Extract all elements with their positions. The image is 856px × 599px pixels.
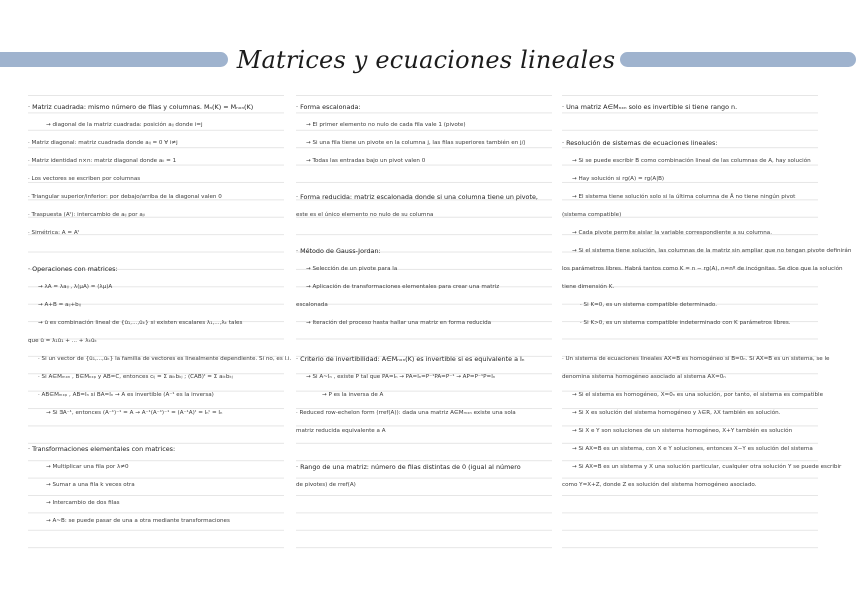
note-line: → El primer elemento no nulo de cada fila vale 1 (pivote) — [306, 122, 466, 128]
note-line: → Todas las entradas bajo un pivot valen 0 — [306, 158, 426, 164]
page-title: Matrices y ecuaciones lineales — [236, 46, 616, 74]
note-line: tiene dimensión K. — [562, 284, 615, 290]
note-line: · Método de Gauss-Jordan: — [296, 247, 381, 255]
note-line: → Si se puede escribir B como combinación lineal de las columnas de A, hay solución — [572, 158, 811, 164]
note-line: → El sistema tiene solución solo si la última columna de Ā no tiene ningún pivot — [572, 194, 796, 200]
note-line: · Si A∈Mₘₓₙ , B∈Mₙₓₚ y AB=C, entonces cᵢⱼ = Σ aᵢₖbₖⱼ ; (CAB)ᵗ = Σ aᵢₖbₖⱼ — [38, 374, 233, 380]
note-line: · Simétrica: A = Aᵗ — [28, 230, 80, 236]
note-line: · AB∈Mₘₓₚ , AB=Iₙ si BA=Iₙ → A es invertible (A⁻¹ es la inversa) — [38, 392, 214, 398]
note-line: → λA = λaᵢⱼ , λ(μA) = (λμ)A — [38, 284, 113, 290]
note-line: · Matriz identidad n×n: matriz diagonal donde aᵢᵢ = 1 — [28, 158, 177, 164]
decorative-bar-left — [0, 52, 228, 67]
note-line: → Si el sistema es homogéneo, X=0ₙ es una solución, por tanto, el sistema es compatible — [572, 392, 824, 398]
note-line: (sistema compatible) — [562, 212, 622, 218]
note-line: → P es la inversa de A — [322, 392, 384, 398]
note-line: → Si A~Iₙ , existe P tal que PA=Iₙ → PA=Iₙ=P⁻¹PA=P⁻¹ → AP=P⁻¹P=Iₙ — [306, 374, 496, 380]
note-line: · Resolución de sistemas de ecuaciones lineales: — [562, 139, 718, 147]
note-line: como Y=X+Z, donde Z es solución del sistema homogéneo asociado. — [562, 482, 757, 488]
note-line: → Si AX=B es un sistema y X una solución particular, cualquier otra solución Y se puede escribir — [572, 464, 842, 470]
note-line: matriz reducida equivalente a A — [296, 428, 386, 434]
note-line: · Reduced row-echelon form (rref(A)): dada una matriz A∈Mₘₓₙ existe una sola — [296, 410, 516, 416]
note-line: · Matriz diagonal: matriz cuadrada donde aᵢⱼ = 0 ∀ i≠j — [28, 140, 178, 146]
note-line: → ū es combinación lineal de {ū₁,...,ūₖ} si existen escalares λ₁,...,λₖ tales — [38, 320, 243, 326]
note-line: → Si el sistema tiene solución, las columnas de la matriz sin ampliar que no tengan pivote definirán — [572, 248, 852, 254]
note-line: → Iteración del proceso hasta hallar una matriz en forma reducida — [306, 320, 492, 326]
note-line: → Si una fila tiene un pivote en la columna j, las filas superiores también en j/j — [306, 140, 526, 146]
note-line: · Triangular superior/inferior: por debajo/arriba de la diagonal valen 0 — [28, 194, 222, 200]
note-line: → Multiplicar una fila por λ≠0 — [46, 464, 129, 470]
notes-column-left — [28, 94, 292, 554]
note-line: · Transformaciones elementales con matrices: — [28, 445, 176, 453]
note-line: los parámetros libres. Habrá tantos como K = n − rg(A), n=nº de incógnitas. Se dice que la solución — [562, 266, 843, 272]
note-line: → A~B: se puede pasar de una a otra mediante transformaciones — [46, 518, 230, 524]
note-line: → Intercambio de dos filas — [46, 500, 120, 506]
note-line: → Si AX=B es un sistema, con X e Y soluciones, entonces X−Y es solución del sistema — [572, 446, 813, 452]
note-line: → Hay solución si rg(A) = rg(A|B) — [572, 176, 665, 182]
note-line: · Forma reducida: matriz escalonada donde si una columna tiene un pivote, — [296, 193, 538, 201]
note-line: → diagonal de la matriz cuadrada: posición aᵢⱼ donde i=j — [46, 122, 203, 128]
notes-column-middle — [296, 94, 552, 554]
note-line: → Aplicación de transformaciones elementales para crear una matriz — [306, 284, 500, 290]
note-line: → Si ∃A⁻¹, entonces (A⁻¹)⁻¹ = A → A⁻¹(A⁻¹)⁻¹ = (A⁻¹A)ᵗ = Iₙᵗ = Iₙ — [46, 410, 223, 416]
note-line: → Sumar a una fila k veces otra — [46, 482, 135, 488]
note-line: → Cada pivote permite aislar la variable correspondiente a su columna. — [572, 230, 772, 236]
note-line: · Si K=0, es un sistema compatible determinado. — [580, 302, 718, 308]
note-line: escalonada — [296, 302, 328, 308]
note-line: · Si K>0, es un sistema compatible indeterminado con K parámetros libres. — [580, 320, 791, 326]
note-line: → Selección de un pivote para la — [306, 266, 398, 272]
note-line: denomina sistema homogéneo asociado al sistema AX=0ₙ — [562, 374, 726, 380]
note-line: · Los vectores se escriben por columnas — [28, 176, 141, 182]
notes-column-right — [562, 94, 852, 554]
title-bar — [0, 38, 848, 82]
note-line: · Operaciones con matrices: — [28, 265, 118, 273]
note-line: → Si X e Y son soluciones de un sistema homogéneo, X+Y también es solución — [572, 428, 793, 434]
note-line: de pivotes) de rref(A) — [296, 482, 356, 488]
note-line: · Forma escalonada: — [296, 103, 361, 111]
note-line: → A+B = aᵢⱼ+bᵢⱼ — [38, 302, 81, 308]
note-line: · Si un vector de {ū₁,...,ūₖ} la familia de vectores es linealmente dependiente. Si no, es l.i. — [38, 356, 292, 362]
note-line: · Criterio de invertibilidad: A∈Mₙₓₙ(K) es invertible si es equivalente a Iₙ — [296, 355, 525, 363]
note-line: que ū = λ₁ū₁ + ... + λₖūₖ — [28, 338, 97, 344]
note-line: → Si X es solución del sistema homogéneo y λ∈R, λX también es solución. — [572, 410, 781, 416]
note-line: · Matriz cuadrada: mismo número de filas y columnas. Mₙ(K) = Mₙₓₙ(K) — [28, 103, 254, 111]
decorative-bar-right — [620, 52, 856, 67]
note-line: · Un sistema de ecuaciones lineales AX=B es homogéneo si B=0ₙ. Si AX=B es un sistema, se le — [562, 356, 830, 362]
note-line: · Una matriz A∈Mₙₓₙ solo es invertible si tiene rango n. — [562, 103, 738, 111]
note-line: · Rango de una matriz: número de filas distintas de 0 (igual al número — [296, 463, 521, 471]
note-line: este es el único elemento no nulo de su columna — [296, 212, 434, 218]
note-line: · Traspuesta (Aᵗ): intercambio de aᵢⱼ por aⱼᵢ — [28, 212, 145, 218]
